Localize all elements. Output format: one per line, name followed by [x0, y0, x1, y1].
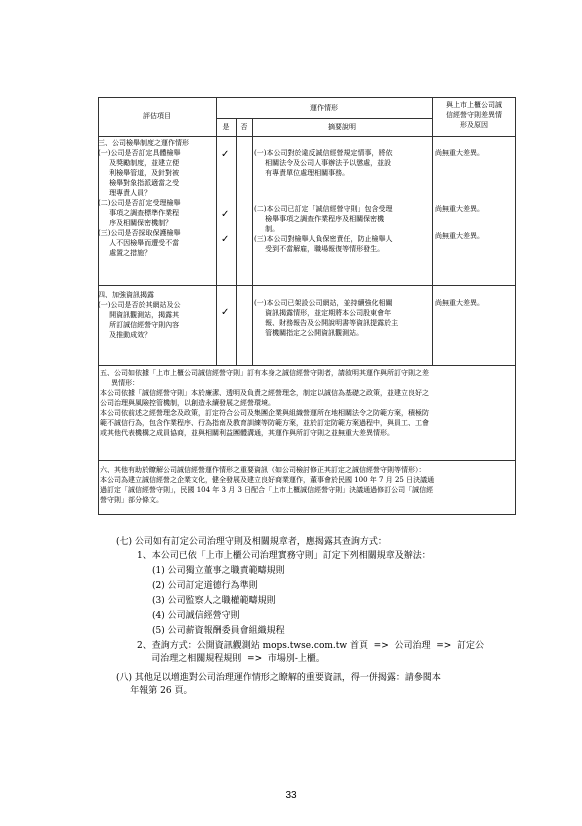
regulation-list-item: (5) 公司薪資報酬委員會組織規程 [152, 626, 285, 636]
row4-diff: 尚無重大差異。 [435, 299, 484, 307]
header-summary: 摘要說明 [328, 123, 356, 131]
table-line [98, 285, 516, 286]
row4-summary: (一)本公司已架設公司網站，並持續強化相關 資訊揭露情形，並定期將本公司股東會年 報、財務報告及公開說明書等資訊提露於主 管機關指定之公開資訊觀測站。 [254, 299, 399, 337]
section-7-heading: (七) 公司如有訂定公司治理守則及相關規章者，應揭露其查詢方式： [116, 537, 387, 547]
regulation-list-item: (2) 公司訂定道德行為準則 [152, 581, 258, 591]
row3-diff-2: 尚無重大差異。 [435, 205, 484, 213]
row4-item: 四、加強資訊揭露 (一)公司是否於其網站及公 開資訊觀測站，揭露其 所訂誠信經營守則內容 及推動成效？ [98, 291, 181, 339]
regulation-list-item: (4) 公司誠信經營守則 [152, 611, 240, 621]
header-eval-item: 評估項目 [143, 112, 171, 120]
section-7-item-1: 1、本公司已依「上市上櫃公司治理實務守則」訂定下列相關規章及辦法： [137, 551, 431, 561]
table-line [98, 136, 516, 137]
row3-check-3: ✓ [221, 234, 230, 245]
table-line [432, 97, 433, 365]
table-line [216, 118, 432, 119]
regulation-list-item: (1) 公司獨立董事之職責範疇規則 [152, 566, 285, 576]
row3-check-1: ✓ [221, 149, 230, 160]
row6-text: 六、其他有助於瞭解公司誠信經營運作情形之重要資訊（如公司檢討修正其訂定之誠信經營守則等情形）： 本公司為建立誠信經營之企業文化，健全發展及建立良好商業運作，董事會於民國 100 年 7 月 25 日決議通 過訂定「誠信經營守則」，民國 104 年 3 月 3 日配合「上市上櫃誠信經營守則」決議通過修訂公司「誠信經 營守則」部分條文。 [100, 466, 435, 504]
row5-text: 五、公司如依據「上市上櫃公司誠信經營守則」訂有本身之誠信經營守則者，請敘明其運作與所訂守則之差 異情形： 本公司依據「誠信經營守則」本於廉潔、透明及負責之經營理念，制定以誠信為基礎之政策，並建立良好之 公司治理與風險控管機制，以創造永續發展之經營環境。 本公司依前述之經營理念及政策，訂定符合公司及集團企業與組織營運所在地相關法令之防範方案，積極防 範不誠信行為，包含作業程序、行為指南及教育訓練等防範方案，並於訂定防範方案過程中，與員工、工會 或其他代表機構之成員協商，並與相關利益團體溝通，其運作與所訂守則之並無重大差異情形。 [100, 369, 429, 437]
row4-check: ✓ [221, 307, 230, 318]
table-line [98, 460, 516, 461]
section-7-item-2: 2、查詢方式：公開資訊觀測站 mops.twse.com.tw 首頁 => 公司治理 => 訂定公 司治理之相關規程規則 => 市場別-上櫃。 [137, 641, 484, 664]
table-line [252, 118, 253, 365]
table-line [98, 365, 516, 366]
row3-check-2: ✓ [221, 209, 230, 220]
table-line [216, 97, 217, 365]
header-no: 否 [240, 123, 248, 131]
page-number: 33 [285, 790, 297, 801]
row3-diff-3: 尚無重大差異。 [435, 232, 484, 240]
row3-item: 三、公司檢舉制度之運作情形 (一)公司是否訂定具體檢舉 及獎勵制度，並建立便 利檢舉管道，及針對被 檢舉對象指派適當之受 理專責人員？ (二)公司是否訂定受理檢舉 事項之調查標準作業程 序及相關保密機制？ (三)公司是否採取保護檢舉 人不因檢舉而遭受不當 處置之措施？ [98, 139, 189, 257]
header-yes: 是 [222, 123, 230, 131]
table-line [236, 118, 237, 365]
section-8: (八) 其他足以增進對公司治理運作情形之瞭解的重要資訊，得一併揭露：請參閱本 年報第 26 頁。 [116, 673, 441, 696]
regulation-list-item: (3) 公司監察人之職權範疇規則 [152, 596, 276, 606]
row3-summary-1: (一)本公司對於違反誠信經營規定情事，將依 相關法令及公司人事辦法予以懲處，並設 有專責單位處理相關事務。 [254, 149, 393, 177]
header-operation: 運作情形 [310, 104, 338, 112]
header-diff: 與上市上櫃公司誠 信經營守則差異情 形及原因 [446, 101, 502, 129]
row3-diff-1: 尚無重大差異。 [435, 149, 484, 157]
row3-summary-2: (二)本公司已訂定「誠信經營守則」包含受理 檢舉事項之調查作業程序及相關保密機 制。 (三)本公司對檢舉人負保密責任，防止檢舉人 受到不當解雇，職場報復等情形發生。 [254, 205, 393, 253]
